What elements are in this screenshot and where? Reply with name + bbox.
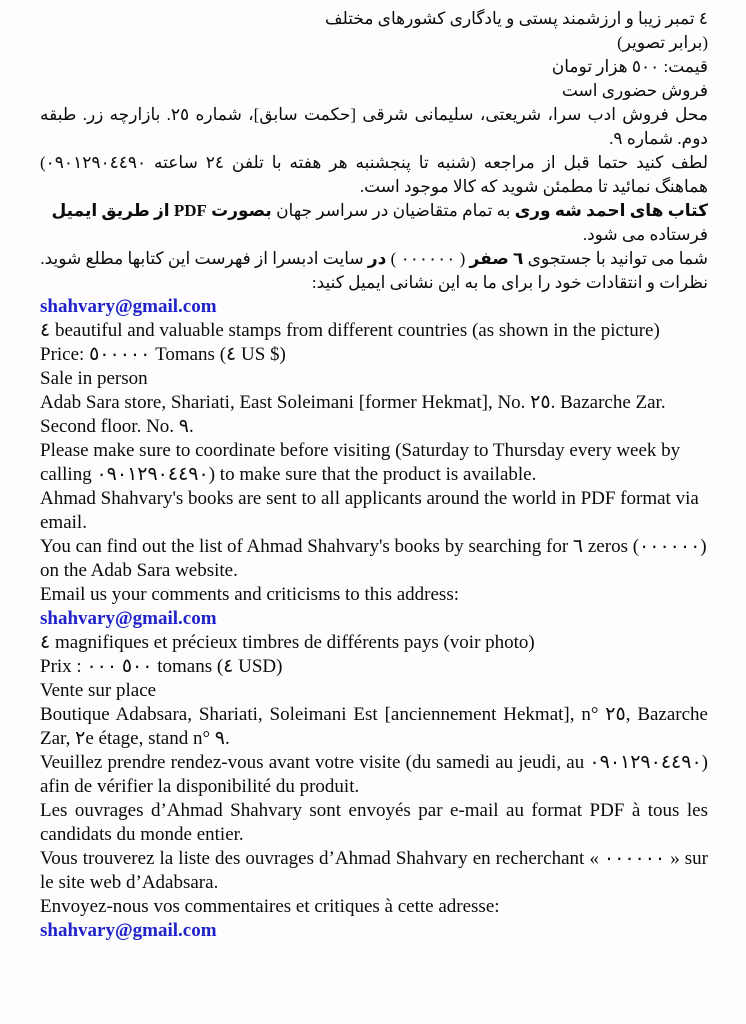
paragraph-fr-search-six-zeros (40, 847, 708, 895)
paragraph-fa-email-us (40, 271, 708, 295)
text-segment: Email us your comments and criticisms to this address: (40, 584, 459, 605)
text-segment: محل فروش ادب سرا، شریعتی، سلیمانی شرقی [حکمت سابق]، شماره ٢٥. بازارچه زر. طبقه دوم. شماره ٩. (40, 105, 708, 148)
text-segment: ٦ صفر (469, 249, 524, 268)
text-segment: Veuillez prendre rendez-vous avant votre visite (du samedi au jeudi, au ٠٩٠١٢٩٠٤٤٩٠) afin de vérifier la disponibilité du produit. (40, 752, 708, 797)
paragraph-en-call-before-visit (40, 439, 708, 487)
text-segment: Price: ٥٠٠٠٠٠ Tomans (٤ US $) (40, 344, 286, 365)
paragraph-fa-books-pdf-email (40, 199, 708, 247)
text-segment: سایت ادبسرا از فهرست این کتابها مطلع شوید. (40, 249, 368, 268)
paragraph-fa-sale-in-person (40, 79, 708, 103)
text-segment: Envoyez-nous vos commentaires et critiques à cette adresse: (40, 896, 500, 917)
paragraph-fa-price (40, 55, 708, 79)
text-segment: قیمت: ٥٠٠ هزار تومان (551, 57, 708, 76)
text-segment: Les ouvrages d’Ahmad Shahvary sont envoyés par e-mail au format PDF à tous les candidats du monde entier. (40, 800, 708, 845)
paragraph-en-books-pdf-email (40, 487, 708, 535)
email-link[interactable]: shahvary@gmail.com (40, 920, 217, 941)
text-segment: Prix : ٥٠٠ ٠٠٠ tomans (٤ USD) (40, 656, 283, 677)
text-segment: Vous trouverez la liste des ouvrages d’Ahmad Shahvary en recherchant « ٠٠٠٠٠٠ » sur le site web d’Adabsara. (40, 848, 708, 893)
text-segment: You can find out the list of Ahmad Shahvary's books by searching for ٦ zeros (٠٠٠٠٠٠) on the Adab Sara website. (40, 536, 707, 581)
text-segment: به تمام متقاضیان در سراسر جهان (271, 201, 515, 220)
paragraph-en-stamps-title (40, 319, 708, 343)
text-segment: نظرات و انتقادات خود را برای ما به این نشانی ایمیل کنید: (311, 273, 708, 292)
paragraph-fr-price (40, 655, 708, 679)
paragraph-fr-store-address (40, 703, 708, 751)
paragraph-en-email-us (40, 583, 708, 607)
paragraph-fr-stamps-title (40, 631, 708, 655)
paragraph-fa-as-picture (40, 31, 708, 55)
paragraph-fa-search-six-zeros (40, 247, 708, 271)
paragraph-fr-email-us (40, 895, 708, 919)
paragraph-en-price (40, 343, 708, 367)
paragraph-fa-store-address (40, 103, 708, 151)
paragraph-en-search-six-zeros (40, 535, 708, 583)
text-segment: Ahmad Shahvary's books are sent to all applicants around the world in PDF format via email. (40, 488, 699, 533)
paragraph-fr-books-pdf-email (40, 799, 708, 847)
text-segment: Adab Sara store, Shariati, East Soleimani [former Hekmat], No. ٢٥. Bazarche Zar. Second floor. No. ٩. (40, 392, 666, 437)
paragraph-fr-call-before-visit (40, 751, 708, 799)
paragraph-en-sale-in-person (40, 367, 708, 391)
text-segment: ( ٠٠٠٠٠٠ ) (386, 249, 470, 268)
text-segment: Sale in person (40, 368, 148, 389)
email-line (40, 607, 708, 631)
email-link[interactable]: shahvary@gmail.com (40, 296, 217, 317)
text-segment: فرستاده می شود. (582, 225, 708, 244)
text-segment: Please make sure to coordinate before visiting (Saturday to Thursday every week by calling ٠٩٠١٢٩٠٤٤٩٠) to make sure that the product is available. (40, 440, 681, 485)
text-segment: ٤ magnifiques et précieux timbres de différents pays (voir photo) (40, 632, 535, 653)
text-segment: بصورت PDF از طریق ایمیل (51, 201, 272, 220)
text-segment: (برابر تصویر) (617, 33, 708, 52)
text-segment: ٤ beautiful and valuable stamps from different countries (as shown in the picture) (40, 320, 660, 341)
text-segment: فروش حضوری است (561, 81, 708, 100)
text-segment: Boutique Adabsara, Shariati, Soleimani Est [anciennement Hekmat], n° ٢٥, Bazarche Zar, ٢e étage, stand n° ٩. (40, 704, 708, 749)
text-segment: Vente sur place (40, 680, 157, 701)
paragraph-en-store-address (40, 391, 708, 439)
text-segment: شما می توانید با جستجوی (523, 249, 708, 268)
text-segment: در (367, 249, 387, 268)
paragraph-fa-stamps-title (40, 7, 708, 31)
email-line (40, 295, 708, 319)
text-segment: ٤ تمبر زیبا و ارزشمند پستی و یادگاری کشورهای مختلف (325, 9, 708, 28)
email-line (40, 919, 708, 943)
paragraph-fr-sale-in-person (40, 679, 708, 703)
text-segment: لطف کنید حتما قبل از مراجعه (شنبه تا پنجشنبه هر هفته با تلفن ٢٤ ساعته ٠٩٠١٢٩٠٤٤٩٠) هماهنگ نمائید تا مطمئن شوید که کالا موجود است. (40, 153, 709, 196)
paragraph-fa-call-before-visit (40, 151, 708, 199)
text-segment: کتاب های احمد شه وری (514, 201, 708, 220)
email-link[interactable]: shahvary@gmail.com (40, 608, 217, 629)
document-text (40, 7, 708, 943)
